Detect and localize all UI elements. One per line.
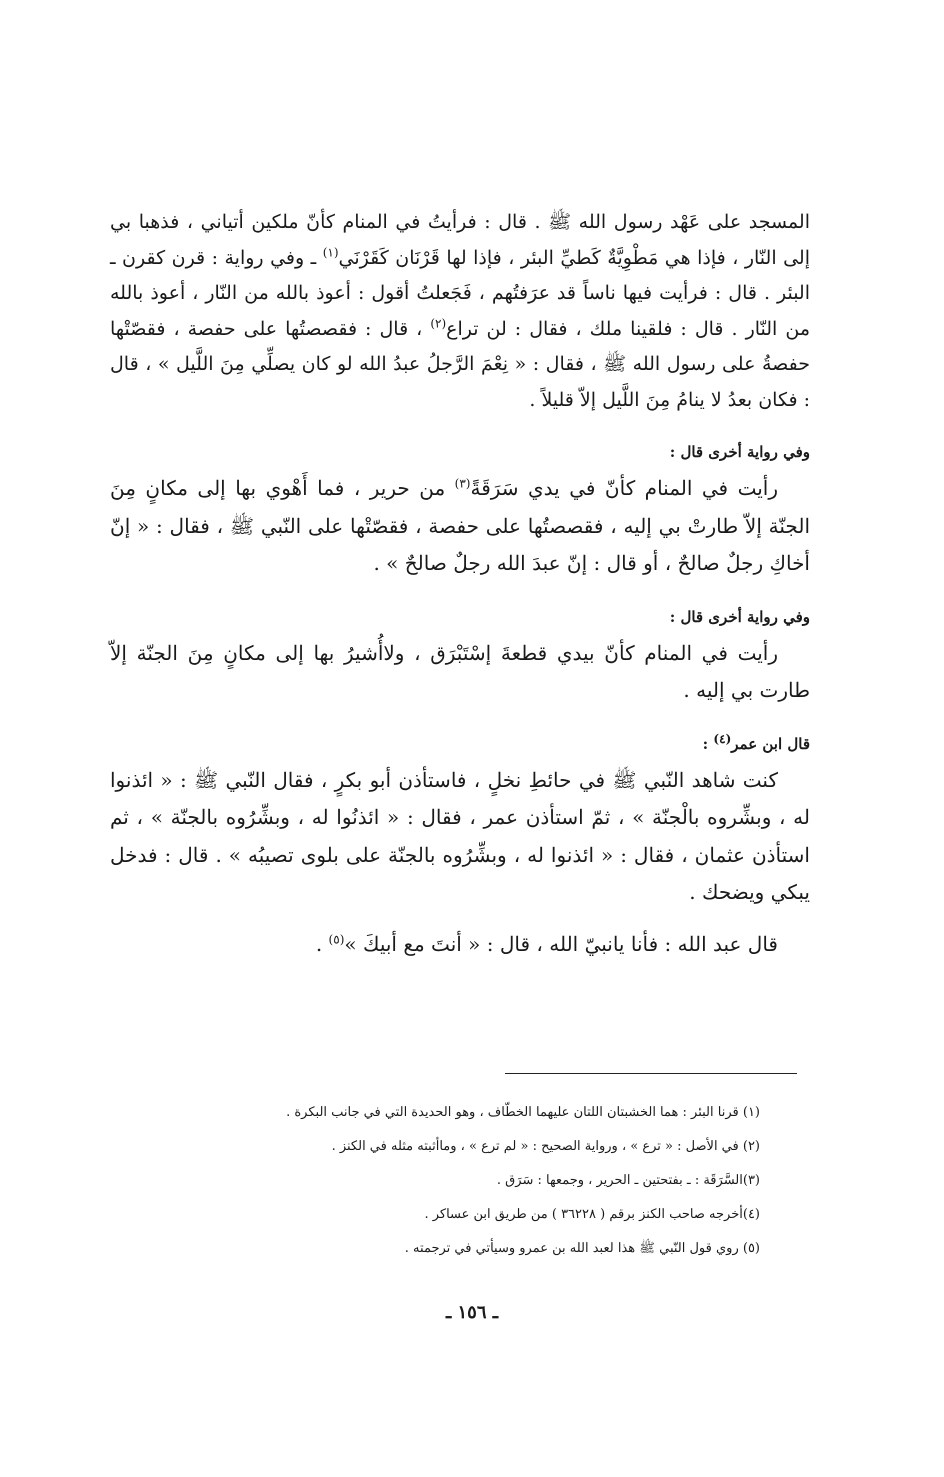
footnote-ref-3[interactable]: (٣) (454, 476, 471, 491)
paragraph-5: قال عبد الله : فأنا يانبيّ الله ، قال : « أنتَ مع أبيكَ »$^{(٥)}$ . (315, 931, 778, 956)
footnote-2: (٢) في الأصل : « ترع » ، ورواية الصحيح : « لم ترع » ، وماأثبته مثله في الكنز . (331, 1139, 760, 1154)
footnote-divider (505, 1073, 797, 1074)
section-heading-2: وفي رواية أخرى قال : (669, 443, 810, 461)
paragraph-3: رأيت في المنام كأنّ بيدي قطعةَ إسْتَبْرَق ، ولاأُشيرُ بها إلى مكانٍ مِنَ الجنّة إلاّ طارت بي إليه . (110, 640, 810, 702)
section-heading-3: وفي رواية أخرى قال : (669, 607, 810, 626)
footnote-1: (١) قرنا البئر : هما الخشبتان اللتان عليهما الخطّاف ، وهو الحديدة التي في جانب البكرة . (286, 1105, 760, 1120)
paragraph-2: رأيت في المنام كأنّ في يدي سَرَقَةً$^{(٣)}$ من حرير ، فما أَهْوي بها إلى مكانٍ مِنَ الجنّة إلاّ طارتْ بي إليه ، فقصصتُها على حفصة ، فقصّتْها على النّبي ﷺ ، فقال : « إنّ أخاكِ رجلٌ صالحٌ ، أو قال : إنّ عبدَ الله رجلٌ صالحٌ » . (110, 476, 810, 575)
footnote-ref-4[interactable]: (٤) (713, 731, 732, 746)
footnote-ref-2[interactable]: (٢) (430, 316, 447, 331)
footnote-3: (٣)السَّرَقَة : ـ بفتحتين ـ الحرير ، وجمعها : سَرَق . (496, 1173, 760, 1188)
footnote-4: (٤)أخرجه صاحب الكنز برقم ( ٣٦٢٢٨ ) من طريق ابن عساكر . (424, 1207, 760, 1222)
page-number: ـ ١٥٦ ـ (445, 1302, 499, 1323)
footnote-ref-1[interactable]: (١) (322, 245, 339, 260)
paragraph-1: المسجد على عَهْد رسول الله ﷺ . قال : فرأيتُ في المنام كأنّ ملكين أتياني ، فذهبا بي إلى النّار ، فإذا هي مَطْوِيَّةٌ كَطيِّ البئر ، فإذا لها قَرْنَان كَقَرْنَي$^{(١)}$ ـ وفي رواية : قرن كقرن ـ البئر . قال : فرأيت فيها ناساً قد عرَفتُهم ، فَجَعلتُ أقول : أعوذ بالله من النّار ، أعوذ بالله من النّار . قال : فلقينا ملك ، فقال : لن تراع$^{(٢)}$ ، قال : فقصصتُها على حفصة ، فقصّتْها حفصةُ على رسول الله ﷺ ، فقال : « نِعْمَ الرَّجلُ عبدُ الله لو كان يصلِّي مِنَ اللَّيل » ، قال : فكان بعدُ لا ينامُ مِنَ اللَّيل إلاّ قليلاً . (110, 211, 810, 411)
footnote-ref-5[interactable]: (٥) (328, 931, 345, 946)
paragraph-4: كنت شاهد النّبي ﷺ في حائطِ نخلٍ ، فاستأذن أبو بكرٍ ، فقال النّبي ﷺ : « ائذنوا له ، وبشِّروه بالْجنّة » ، ثمّ استأذن عمر ، فقال : « ائذنُوا له ، وبشِّرُوه بالجنّة » ، ثم استأذن عثمان ، فقال : « ائذنوا له ، وبشِّرُوه بالجنّة على بلوى تصيبُه » . قال : فدخل يبكي ويضحك . (110, 767, 810, 904)
section-heading-4: قال ابن عمر$^{(٤)}$ : (702, 731, 810, 753)
footnotes (200, 1096, 760, 1266)
main-text (110, 205, 810, 963)
footnote-5: (٥) روي قول النّبي ﷺ هذا لعبد الله بن عمرو وسيأتي في ترجمته . (404, 1241, 760, 1256)
